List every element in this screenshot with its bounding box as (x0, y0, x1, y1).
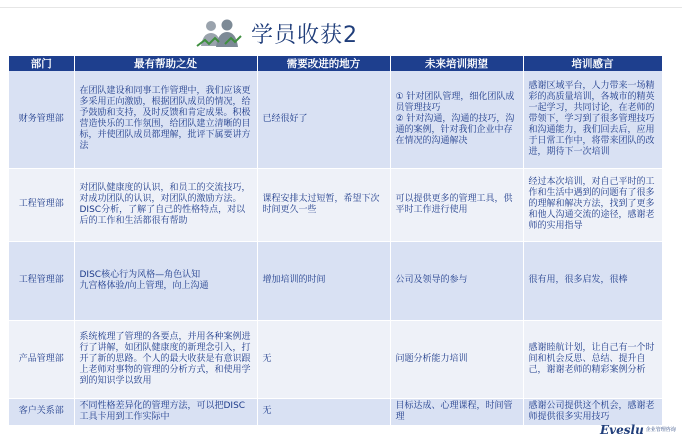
table-row (9, 168, 662, 241)
review-cell: 很有用，很多启发，很棒 (523, 241, 662, 320)
expect-cell: ① 针对团队管理，细化团队成员管理技巧 ② 针对沟通，沟通的技巧，沟通的案例，针对我们企业中存在情况的沟通解决 (390, 71, 523, 168)
dept-cell: 产品管理部 (9, 320, 74, 398)
table-row (9, 71, 662, 168)
table-row (9, 398, 662, 425)
dept-cell: 工程管理部 (9, 168, 74, 241)
header-review: 培训感言 (523, 56, 662, 71)
header-future: 未来培训期望 (390, 56, 523, 71)
company-logo (600, 420, 676, 440)
dept-cell: 客户关系部 (9, 398, 74, 425)
help-cell: 在团队建设和同事工作管理中，我们应该更多采用正向激励，根据团队成员的情况，给予鼓励和支持，及时反馈和肯定成果。积极营造快乐的工作氛围，给团队建立清晰的目标，并使团队成员都理解，批评下属要讲方法 (74, 71, 257, 168)
review-cell: 感谢公司提供这个机会，感谢老师提供很多实用技巧 (523, 398, 662, 425)
help-cell: 不同性格差异化的管理方法，可以把DISC工具卡用到工作实际中 (74, 398, 257, 425)
logo-subtitle: 企业管理咨询 (645, 427, 676, 433)
improve-cell: 增加培训的时间 (257, 241, 390, 320)
header-dept: 部门 (9, 56, 74, 71)
improve-cell: 课程安排太过短暂，希望下次时间更久一些 (257, 168, 390, 241)
title-area (195, 15, 358, 51)
help-cell: 系统梳理了管理的各要点，并用各种案例进行了讲解，如团队健康度的新理念引入，打开了新的思路。个人的最大收获是有意识跟上老师对事物的管理的分析方式，和使用学到的知识学以致用 (74, 320, 257, 398)
page-title: 学员收获2 (251, 22, 358, 48)
review-cell: 经过本次培训，对自己平时的工作和生活中遇到的问题有了很多的理解和解决方法，找到了更多和他人沟通交流的途径，感谢老师的实用指导 (523, 168, 662, 241)
expect-cell: 问题分析能力培训 (390, 320, 523, 398)
expect-cell: 目标达成、心理课程，时间管理 (390, 398, 523, 425)
improve-cell: 已经很好了 (257, 71, 390, 168)
header-most-helpful: 最有帮助之处 (74, 56, 257, 71)
improve-cell: 无 (257, 320, 390, 398)
review-cell: 感谢睦航计划，让自己有一个时间和机会反思、总结、提升自己，谢谢老师的精彩案例分析 (523, 320, 662, 398)
table-header-row (9, 56, 662, 71)
feedback-table (9, 56, 663, 426)
expect-cell: 可以提供更多的管理工具，供平时工作进行使用 (390, 168, 523, 241)
logo-wordmark: Eveslu (600, 423, 644, 437)
table-row (9, 241, 662, 320)
table-row (9, 320, 662, 398)
people-icon (195, 16, 243, 50)
top-divider (0, 7, 682, 8)
dept-cell: 财务管理部 (9, 71, 74, 168)
header-improve: 需要改进的地方 (257, 56, 390, 71)
dept-cell: 工程管理部 (9, 241, 74, 320)
review-cell: 感谢区域平台，人力带来一场精彩的高质量培训，各城市的精英一起学习，共同讨论，在老师的带领下，学习到了很多管理技巧和沟通能力，我们回去后，应用于日常工作中，将带来团队的改进，期待下一次培训 (523, 71, 662, 168)
help-cell: DISC核心行为风格—角色认知 九宫格体验/向上管理，向上沟通 (74, 241, 257, 320)
help-cell: 对团队健康度的认识，和员工的交流技巧，对成功团队的认识，对团队的激励方法。DISC分析，了解了自己的性格特点，对以后的工作和生活都很有帮助 (74, 168, 257, 241)
improve-cell: 无 (257, 398, 390, 425)
expect-cell: 公司及领导的参与 (390, 241, 523, 320)
